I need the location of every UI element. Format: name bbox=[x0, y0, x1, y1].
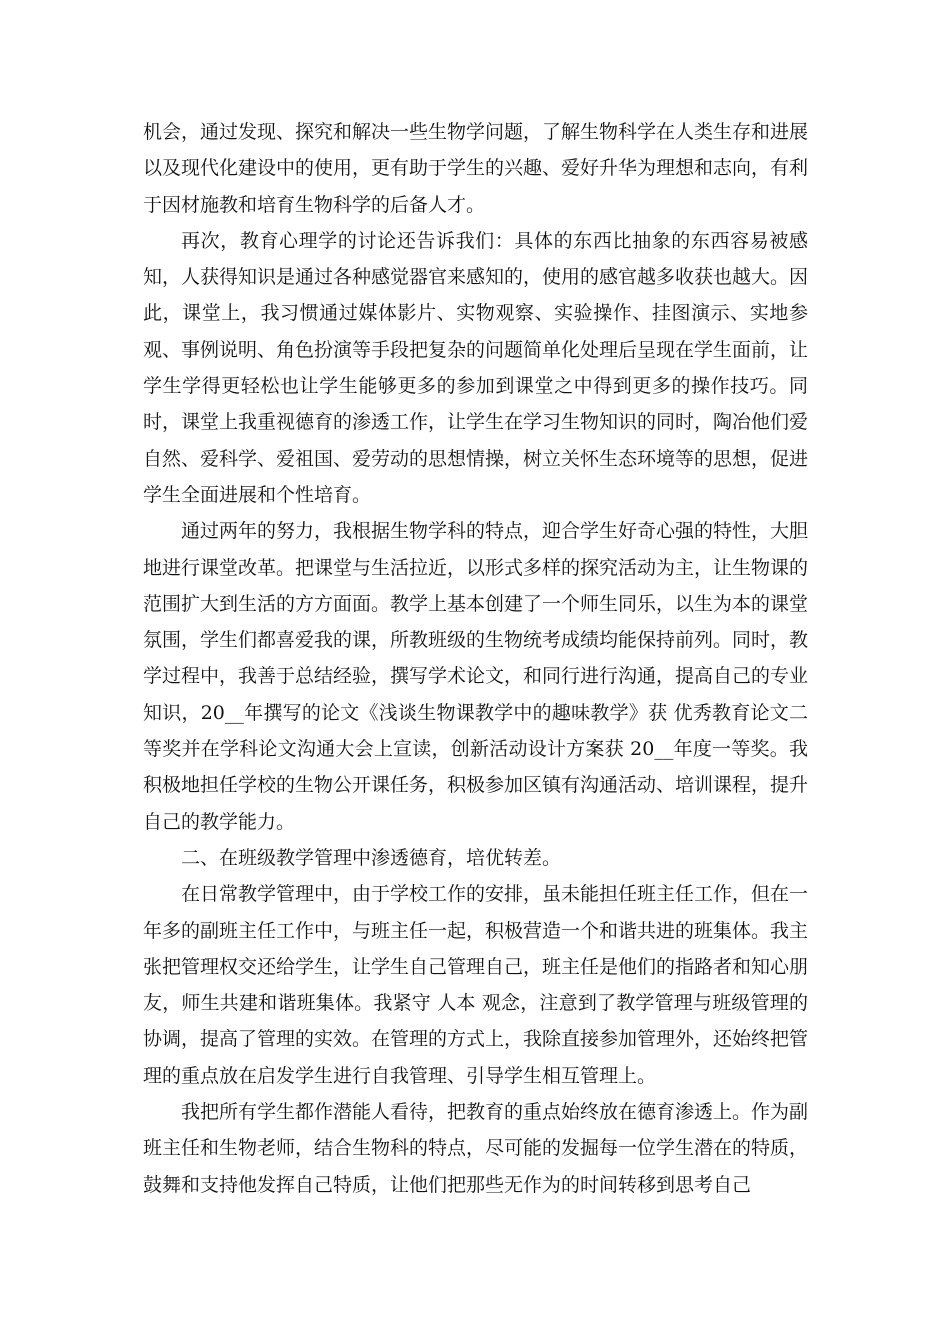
paragraph-2: 再次，教育心理学的讨论还告诉我们：具体的东西比抽象的东西容易被感知，人获得知识是通过各种感觉器官来感知的，使用的感官越多收获也越大。因此，课堂上，我习惯通过媒体影片、实物观察、实验操作、挂图演示、实地参观、事例说明、角色扮演等手段把复杂的问题简单化处理后呈现在学生面前，让学生学得更轻松也让学生能够更多的参加到课堂之中得到更多的操作技巧。同时，课堂上我重视德育的渗透工作，让学生在学习生物知识的同时，陶冶他们爱自然、爱科学、爱祖国、爱劳动的思想情操，树立关怀生态环境等的思想，促进学生全面进展和个性培育。 bbox=[143, 229, 809, 506]
document-page bbox=[143, 114, 808, 1203]
paragraph-5: 我把所有学生都作潜能人看待，把教育的重点始终放在德育渗透上。作为副班主任和生物老师，结合生物科的特点，尽可能的发掘每一位学生潜在的特质，鼓舞和支持他发挥自己特质，让他们把那些无作为的时间转移到思考自己 bbox=[143, 1101, 809, 1196]
paragraph-3: 通过两年的努力，我根据生物学科的特点，迎合学生好奇心强的特性，大胆地进行课堂改革。把课堂与生活拉近，以形式多样的探究活动为主，让生物课的范围扩大到生活的方方面面。教学上基本创建了一个师生同乐，以生为本的课堂氛围，学生们都喜爱我的课，所教班级的生物统考成绩均能保持前列。同时，教学过程中，我善于总结经验，撰写学术论文，和同行进行沟通，提高自己的专业知识，20__年撰写的论文《浅谈生物课教学中的趣味教学》获 优秀教育论文二等奖并在学科论文沟通大会上宣读，创新活动设计方案获 20__年度一等奖。我积极地担任学校的生物公开课任务，积极参加区镇有沟通活动、培训课程，提升自己的教学能力。 bbox=[143, 520, 809, 833]
paragraph-1: 机会，通过发现、探究和解决一些生物学问题，了解生物科学在人类生存和进展以及现代化建设中的使用，更有助于学生的兴趣、爱好升华为理想和志向，有利于因材施教和培育生物科学的后备人才。 bbox=[143, 121, 809, 216]
paragraph-4: 在日常教学管理中，由于学校工作的安排，虽未能担任班主任工作，但在一年多的副班主任工作中，与班主任一起，积极营造一个和谐共进的班集体。我主张把管理权交还给学生，让学生自己管理自己，班主任是他们的指路者和知心朋友，师生共建和谐班集体。我紧守 人本 观念，注意到了教学管理与班级管理的协调，提高了管理的实效。在管理的方式上，我除直接参加管理外，还始终把管理的重点放在启发学生进行自我管理、引导学生相互管理上。 bbox=[143, 883, 809, 1087]
section-heading: 二、在班级教学管理中渗透德育，培优转差。 bbox=[181, 846, 562, 869]
